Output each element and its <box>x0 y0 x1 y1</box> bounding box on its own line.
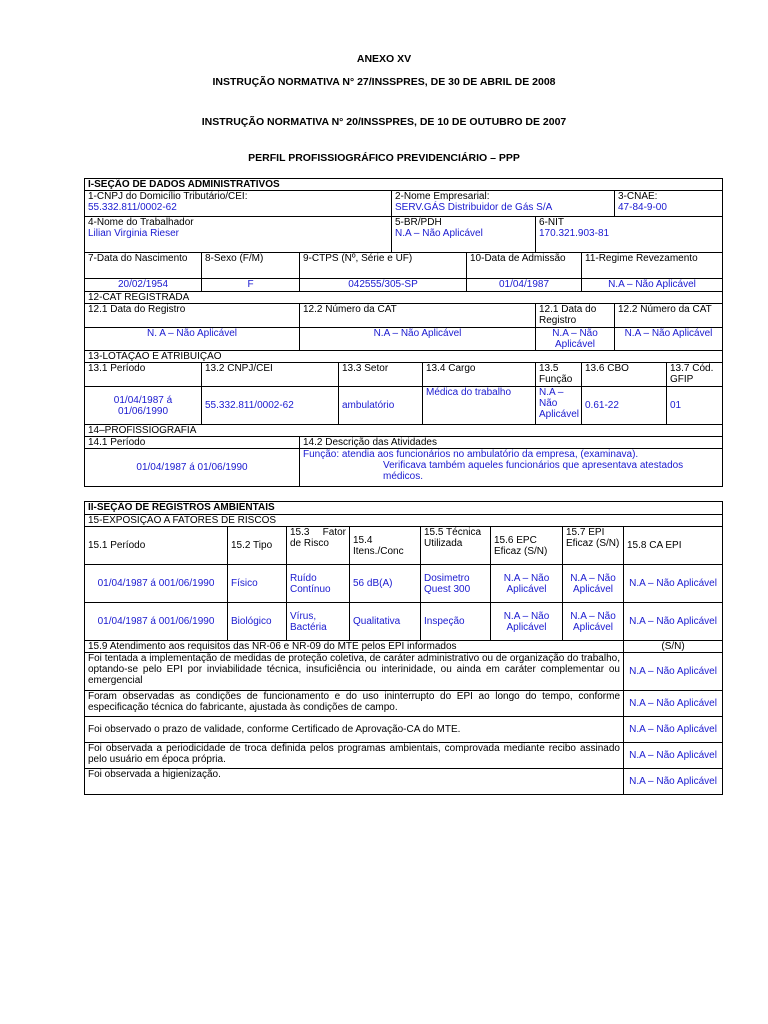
cat-number2-value: N.A – Não Aplicável <box>615 328 723 351</box>
lotacao-sector: ambulatório <box>339 387 423 425</box>
instruction-2: INSTRUÇÃO NORMATIVA N° 20/INSSPRES, DE 10 DE OUTUBRO DE 2007 <box>201 116 567 128</box>
exp-period-header: 15.1 Período <box>85 527 228 565</box>
exp-type: Físico <box>228 565 287 603</box>
lotacao-gfip-header: 13.7 Cód. GFIP <box>667 363 723 387</box>
company-value: SERV.GÁS Distribuidor de Gás S/A <box>395 202 553 213</box>
lotacao-job: Médica do trabalho <box>423 387 536 425</box>
lotacao-cnpj-header: 13.2 CNPJ/CEI <box>202 363 339 387</box>
requirement-answer: N.A – Não Aplicável <box>624 691 723 717</box>
exp-epc-header: 15.6 EPC Eficaz (S/N) <box>491 527 563 565</box>
prof-period: 01/04/1987 á 01/06/1990 <box>85 449 300 487</box>
brpdh-value: N.A – Não Aplicável <box>395 228 483 239</box>
annex-title: ANEXO XV <box>356 53 412 65</box>
admission-label: 10-Data de Admissão <box>467 253 582 279</box>
lotacao-cbo: 0.61-22 <box>582 387 667 425</box>
requirement-text: Foi tentada a implementação de medidas de proteção coletiva, de caráter administrativo ou de organização do trabalho, optando-se pelo EPI por inviabilidade técnica, insuficiência ou interinidade, ou ainda em caráter complementar ou emergencial <box>85 653 624 691</box>
exp-period: 01/04/1987 á 001/06/1990 <box>85 565 228 603</box>
cat-date2-value: N.A – Não Aplicável <box>536 328 615 351</box>
admin-section-table <box>84 178 723 487</box>
exposure-title: 15-EXPOSIÇÃO A FATORES DE RISCOS <box>85 515 723 527</box>
lotacao-period-header: 13.1 Período <box>85 363 202 387</box>
requirement-row <box>85 743 723 769</box>
lotacao-job-header: 13.4 Cargo <box>423 363 536 387</box>
exp-intensity-header: 15.4 Itens./Conc <box>350 527 421 565</box>
requirement-row <box>85 769 723 795</box>
sex-value: F <box>202 279 300 292</box>
ctps-value: 042555/305-SP <box>300 279 467 292</box>
exp-factor: Ruído Contínuo <box>287 565 350 603</box>
exp-epc: N.A – Não Aplicável <box>491 565 563 603</box>
prof-desc-cell <box>300 449 723 487</box>
requirement-text: Foi observada a periodicidade de troca definida pelos programas ambientais, comprovada mediante recibo assinado pelo usuário em época própria. <box>85 743 624 769</box>
requirement-answer: N.A – Não Aplicável <box>624 717 723 743</box>
requirement-text: Foi observada a higienização. <box>85 769 624 795</box>
exp-type: Biológico <box>228 603 287 641</box>
cnae-cell <box>615 191 723 217</box>
instruction-1: INSTRUÇÃO NORMATIVA N° 27/INSSPRES, DE 30 DE ABRIL DE 2008 <box>212 76 556 88</box>
requirement-row <box>85 691 723 717</box>
cat-number-label: 12.2 Número da CAT <box>300 304 536 328</box>
exp-intensity: Qualitativa <box>350 603 421 641</box>
nit-cell <box>536 217 723 253</box>
worker-value: Lilian Virginia Rieser <box>88 228 179 239</box>
cnae-label: 3-CNAE: <box>618 191 658 202</box>
profissiografia-title: 14–PROFISSIOGRAFIA <box>85 425 723 437</box>
exp-ca: N.A – Não Aplicável <box>624 565 723 603</box>
exp-epi: N.A – Não Aplicável <box>563 565 624 603</box>
lotacao-title: 13-LOTAÇÃO E ATRIBUIÇÃO <box>85 351 723 363</box>
prof-period-header: 14.1 Período <box>85 437 300 449</box>
ctps-label: 9-CTPS (Nº, Série e UF) <box>300 253 467 279</box>
exp-epi-header: 15.7 EPI Eficaz (S/N) <box>563 527 624 565</box>
requirement-answer: N.A – Não Aplicável <box>624 769 723 795</box>
nit-value: 170.321.903-81 <box>539 228 610 239</box>
sex-label: 8-Sexo (F/M) <box>202 253 300 279</box>
company-label: 2-Nome Empresarial: <box>395 191 490 202</box>
requirement-row <box>85 717 723 743</box>
regime-value: N.A – Não Aplicável <box>582 279 723 292</box>
cat-date-label: 12.1 Data do Registro <box>85 304 300 328</box>
prof-desc-header: 14.2 Descrição das Atividades <box>300 437 723 449</box>
exp-ca: N.A – Não Aplicável <box>624 603 723 641</box>
cnpj-cell <box>85 191 392 217</box>
exp-technique: Dosimetro Quest 300 <box>421 565 491 603</box>
company-cell <box>392 191 615 217</box>
exp-period: 01/04/1987 á 001/06/1990 <box>85 603 228 641</box>
exp-factor: Vírus, Bactéria <box>287 603 350 641</box>
regime-label: 11-Regime Revezamento <box>582 253 723 279</box>
lotacao-cbo-header: 13.6 CBO <box>582 363 667 387</box>
requirement-answer: N.A – Não Aplicável <box>624 743 723 769</box>
requirement-answer: N.A – Não Aplicável <box>624 653 723 691</box>
environmental-section-table <box>84 501 723 795</box>
lotacao-sector-header: 13.3 Setor <box>339 363 423 387</box>
worker-label: 4-Nome do Trabalhador <box>88 217 194 228</box>
exp-factor-header: 15.3 Fator de Risco <box>287 527 350 565</box>
birth-label: 7-Data do Nascimento <box>85 253 202 279</box>
cnpj-value: 55.332.811/0002-62 <box>88 202 177 213</box>
exposure-row <box>85 565 723 603</box>
document-title: PERFIL PROFISSIOGRÁFICO PREVIDENCIÁRIO – PPP <box>248 152 520 164</box>
cat-date-value: N. A – Não Aplicável <box>85 328 300 351</box>
exp-type-header: 15.2 Tipo <box>228 527 287 565</box>
worker-cell <box>85 217 392 253</box>
cat-number-value: N.A – Não Aplicável <box>300 328 536 351</box>
prof-desc-line-1: Função: atendia aos funcionários no ambulatório da empresa, (examinava). <box>303 449 639 460</box>
nit-label: 6-NIT <box>539 217 564 228</box>
admin-section-title: I-SEÇÃO DE DADOS ADMINISTRATIVOS <box>85 179 723 191</box>
exp-epc: N.A – Não Aplicável <box>491 603 563 641</box>
cnae-value: 47-84-9-00 <box>618 202 667 213</box>
prof-desc-line-2: Verificava também aqueles funcionários que apresentava atestados médicos. <box>383 460 684 482</box>
requirement-text: Foram observadas as condições de funcionamento e do uso ininterrupto do EPI ao longo do tempo, conforme especificação técnica do fabricante, ajustada às condições de campo. <box>85 691 624 717</box>
exp-technique-header: 15.5 Técnica Utilizada <box>421 527 491 565</box>
brpdh-cell <box>392 217 536 253</box>
brpdh-label: 5-BR/PDH <box>395 217 442 228</box>
exp-ca-header: 15.8 CA EPI <box>624 527 723 565</box>
cat-title: 12-CAT REGISTRADA <box>85 292 723 304</box>
lotacao-function: N.A – Não Aplicável <box>536 387 582 425</box>
exp-epi: N.A – Não Aplicável <box>563 603 624 641</box>
cnpj-label: 1-CNPJ do Domicílio Tributário/CEI: <box>88 191 248 202</box>
requirement-row <box>85 653 723 691</box>
requirement-text: Foi observado o prazo de validade, conforme Certificado de Aprovação-CA do MTE. <box>85 717 624 743</box>
nr-requirements-title: 15.9 Atendimento aos requisitos das NR-06 e NR-09 do MTE pelos EPI informados <box>85 641 624 653</box>
exposure-row <box>85 603 723 641</box>
admission-value: 01/04/1987 <box>467 279 582 292</box>
birth-value: 20/02/1954 <box>85 279 202 292</box>
exp-intensity: 56 dB(A) <box>350 565 421 603</box>
cat-number2-label: 12.2 Número da CAT <box>615 304 723 328</box>
lotacao-function-header: 13.5 Função <box>536 363 582 387</box>
exp-technique: Inspeção <box>421 603 491 641</box>
environmental-section-title: II-SEÇÃO DE REGISTROS AMBIENTAIS <box>85 502 723 515</box>
lotacao-cnpj: 55.332.811/0002-62 <box>202 387 339 425</box>
lotacao-gfip: 01 <box>667 387 723 425</box>
cat-date2-label: 12.1 Data do Registro <box>536 304 615 328</box>
nr-sn-header: (S/N) <box>624 641 723 653</box>
lotacao-period: 01/04/1987 á 01/06/1990 <box>85 387 202 425</box>
